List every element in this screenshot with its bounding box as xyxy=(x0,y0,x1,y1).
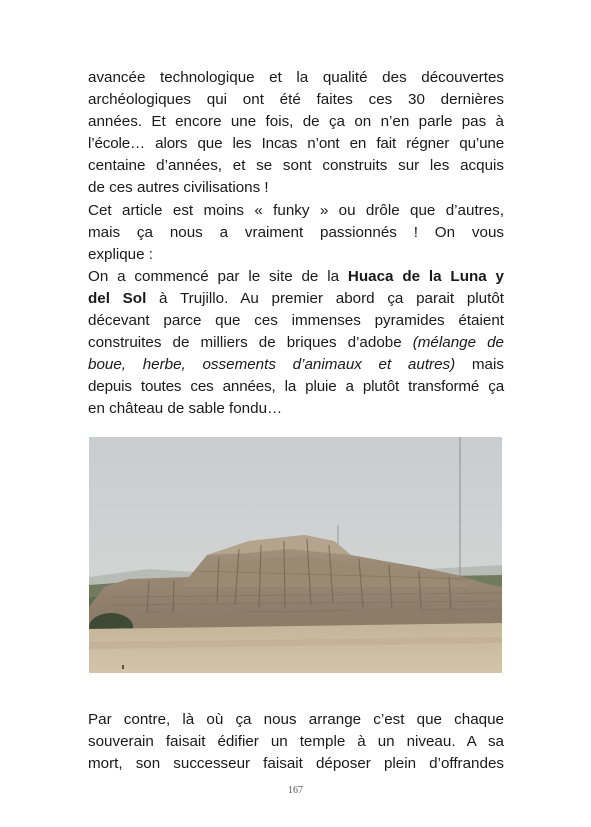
text-line: décevant parce que ces immenses pyramides étaient xyxy=(88,312,504,330)
text-line: depuis toutes ces années, la pluie a plutôt transformé ça xyxy=(88,378,504,396)
text-line: Cet article est moins « funky » ou drôle que d’autres, xyxy=(88,201,504,219)
text-line: Par contre, là où ça nous arrange c’est que chaque xyxy=(88,710,504,728)
adobe-definition-italic: (mélange de xyxy=(412,334,504,352)
paragraph-intro xyxy=(88,200,504,266)
text-line: années. Et encore une fois, de ça on n’en parle pas à xyxy=(88,113,504,131)
text-run: à Trujillo. Au premier abord ça parait plutôt xyxy=(146,289,504,307)
huaca-pyramid-photo xyxy=(89,437,502,673)
site-name-bold: Huaca de la Luna y xyxy=(347,267,505,285)
text-line: avancée technologique et la qualité des découvertes xyxy=(88,69,504,86)
paragraph-huaca xyxy=(88,266,504,421)
text-line xyxy=(88,354,504,376)
adobe-definition-italic: boue, herbe, ossements d’animaux et autres) xyxy=(88,356,456,374)
site-name-bold: del Sol xyxy=(88,289,147,307)
text-line xyxy=(88,266,504,288)
text-line xyxy=(88,332,504,354)
text-line: souverain faisait édifier un temple à un niveau. A sa xyxy=(88,732,504,750)
text-run: mais xyxy=(455,356,504,374)
paragraph-civilisations xyxy=(88,67,504,200)
text-run: construites de milliers de briques d’adobe xyxy=(88,334,413,352)
text-line: de ces autres civilisations ! xyxy=(88,179,269,197)
text-run: On a commencé par le site de la xyxy=(88,267,348,285)
text-line: centaine d’années, et se sont construits sur les acquis xyxy=(88,157,504,175)
text-line: en château de sable fondu… xyxy=(88,400,283,418)
text-line: l’école… alors que les Incas n’ont en fait régner qu’une xyxy=(88,135,504,153)
text-line: mais ça nous a vraiment passionnés ! On vous xyxy=(88,223,504,241)
text-line: archéologiques qui ont été faites ces 30 dernières xyxy=(88,91,504,109)
page-number: 167 xyxy=(288,785,303,796)
text-line: explique : xyxy=(88,245,154,263)
text-line xyxy=(88,288,504,310)
text-line: mort, son successeur faisait déposer plein d’offrandes xyxy=(88,754,504,772)
paragraph-souverain xyxy=(88,709,504,775)
